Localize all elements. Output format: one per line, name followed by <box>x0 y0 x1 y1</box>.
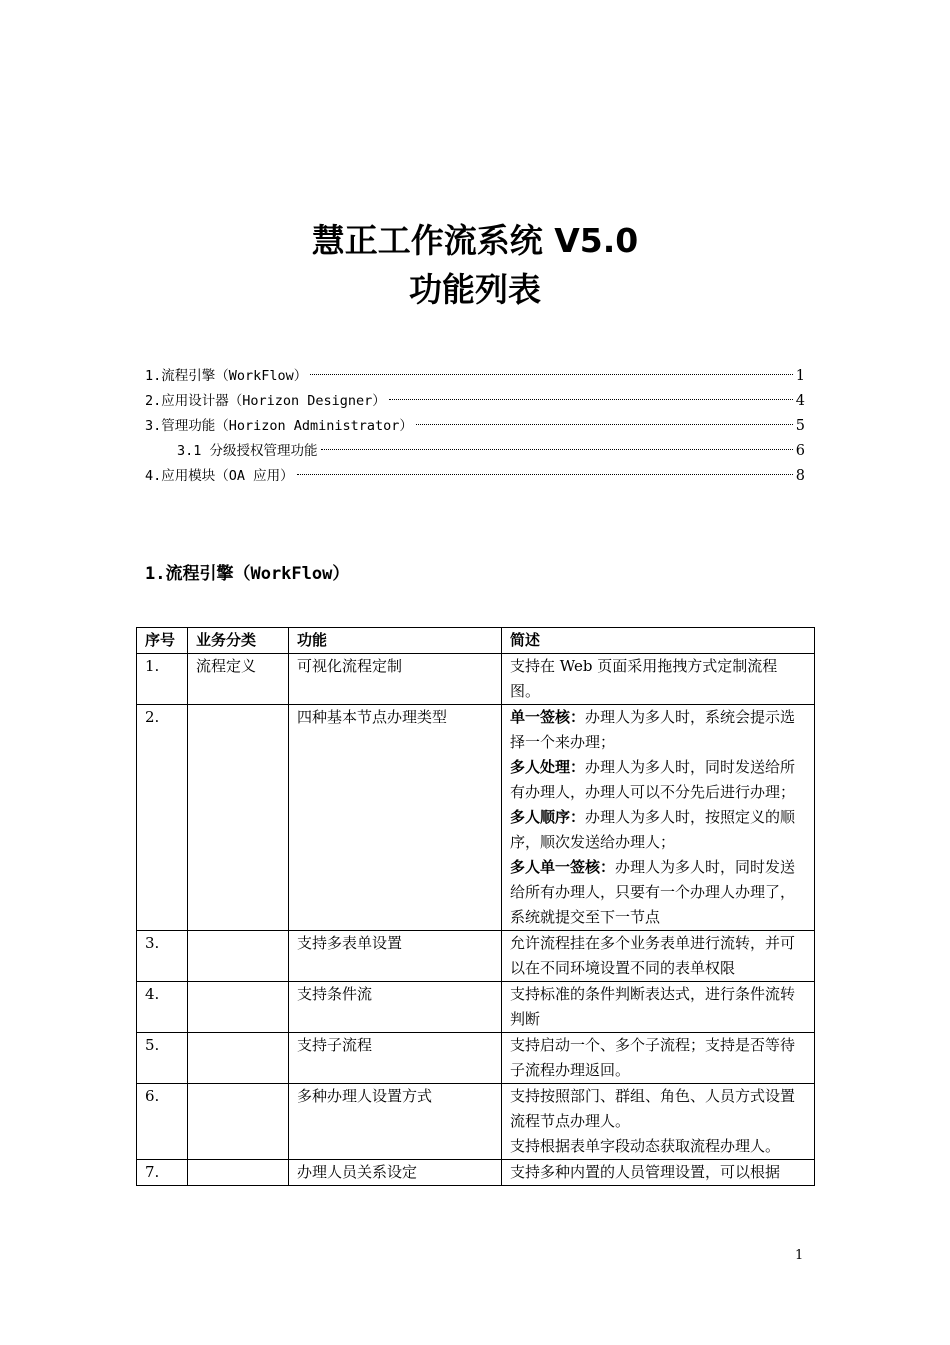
toc-entry[interactable] <box>145 364 805 389</box>
toc-entry-text: 3.管理功能（Horizon Administrator） <box>145 418 413 434</box>
page-number: 1 <box>795 1248 804 1263</box>
table-row <box>137 931 815 982</box>
description-text: 支持多种内置的人员管理设置，可以根据 <box>510 1163 781 1181</box>
cell-function: 可视化流程定制 <box>289 654 502 705</box>
feature-table <box>136 627 815 1186</box>
description-paragraph <box>510 1033 806 1083</box>
cell-no: 4. <box>137 982 188 1033</box>
toc-entry-page: 4 <box>795 393 805 409</box>
toc-leader-dots <box>389 399 793 400</box>
toc-entry[interactable] <box>145 464 805 489</box>
description-label: 多人顺序： <box>510 808 586 826</box>
description-paragraph <box>510 705 806 755</box>
toc-leader-dots <box>321 449 793 450</box>
toc-entry-page: 6 <box>795 443 805 459</box>
cell-function: 四种基本节点办理类型 <box>289 705 502 931</box>
table-row <box>137 705 815 931</box>
cell-description <box>502 982 815 1033</box>
description-text: 支持启动一个、多个子流程；支持是否等待子流程办理返回。 <box>510 1036 796 1079</box>
section-heading: 1.流程引擎（WorkFlow） <box>145 564 350 584</box>
table-row <box>137 1084 815 1160</box>
header-function: 功能 <box>289 628 502 654</box>
cell-category <box>188 705 289 931</box>
description-paragraph <box>510 855 806 930</box>
description-paragraph <box>510 805 806 855</box>
cell-category <box>188 1033 289 1084</box>
cell-category <box>188 931 289 982</box>
toc-leader-dots <box>310 374 792 375</box>
description-text: 办理人为多人时，同时发送给所有办理人，办理人可以不分先后进行办理； <box>510 758 796 801</box>
cell-function: 支持条件流 <box>289 982 502 1033</box>
toc-entry-page: 1 <box>795 368 805 384</box>
cell-no: 2. <box>137 705 188 931</box>
description-paragraph <box>510 755 806 805</box>
toc-leader-dots <box>297 474 793 475</box>
cell-description <box>502 931 815 982</box>
header-category: 业务分类 <box>188 628 289 654</box>
table-row <box>137 982 815 1033</box>
description-text: 办理人为多人时，系统会提示选择一个来办理； <box>510 708 796 751</box>
cell-category <box>188 1084 289 1160</box>
cell-function: 办理人员关系设定 <box>289 1160 502 1186</box>
cell-function: 支持子流程 <box>289 1033 502 1084</box>
table-row <box>137 1033 815 1084</box>
description-label: 单一签核： <box>510 708 586 726</box>
cell-description <box>502 654 815 705</box>
header-no: 序号 <box>137 628 188 654</box>
cell-no: 5. <box>137 1033 188 1084</box>
description-text: 支持标准的条件判断表达式，进行条件流转判断 <box>510 985 796 1028</box>
cell-no: 3. <box>137 931 188 982</box>
description-text: 支持在 Web 页面采用拖拽方式定制流程图。 <box>510 657 778 700</box>
description-label: 多人单一签核： <box>510 858 616 876</box>
description-paragraph <box>510 654 806 704</box>
table-row <box>137 1160 815 1186</box>
document-title: 慧正工作流系统 V5.0 <box>311 221 639 260</box>
cell-category <box>188 1160 289 1186</box>
description-paragraph <box>510 1160 806 1185</box>
table-row <box>137 654 815 705</box>
cell-category: 流程定义 <box>188 654 289 705</box>
description-paragraph <box>510 1134 806 1159</box>
cell-function: 支持多表单设置 <box>289 931 502 982</box>
document-subtitle: 功能列表 <box>409 270 541 309</box>
description-text: 支持根据表单字段动态获取流程办理人。 <box>510 1137 781 1155</box>
toc-entry-text: 1.流程引擎（WorkFlow） <box>145 368 308 384</box>
toc-entry-page: 5 <box>795 418 805 434</box>
description-paragraph <box>510 931 806 981</box>
toc-entry-text: 4.应用模块（OA 应用） <box>145 468 294 484</box>
table-header-row <box>137 628 815 654</box>
toc-entry-text: 2.应用设计器（Horizon Designer） <box>145 393 386 409</box>
description-paragraph <box>510 1084 806 1134</box>
cell-no: 1. <box>137 654 188 705</box>
cell-no: 6. <box>137 1084 188 1160</box>
cell-description <box>502 1033 815 1084</box>
toc-entry-page: 8 <box>795 468 805 484</box>
toc-entry[interactable] <box>145 414 805 439</box>
cell-category <box>188 982 289 1033</box>
table-of-contents <box>145 364 805 489</box>
cell-description <box>502 1084 815 1160</box>
description-label: 多人处理： <box>510 758 586 776</box>
cell-description <box>502 705 815 931</box>
cell-function: 多种办理人设置方式 <box>289 1084 502 1160</box>
toc-leader-dots <box>416 424 793 425</box>
description-text: 允许流程挂在多个业务表单进行流转，并可以在不同环境设置不同的表单权限 <box>510 934 796 977</box>
toc-entry[interactable] <box>145 439 805 464</box>
description-paragraph <box>510 982 806 1032</box>
description-text: 支持按照部门、群组、角色、人员方式设置流程节点办理人。 <box>510 1087 796 1130</box>
cell-description <box>502 1160 815 1186</box>
toc-entry-text: 3.1 分级授权管理功能 <box>177 443 318 459</box>
description-text: 办理人为多人时，按照定义的顺序，顺次发送给办理人； <box>510 808 796 851</box>
toc-entry[interactable] <box>145 389 805 414</box>
description-text: 办理人为多人时，同时发送给所有办理人，只要有一个办理人办理了，系统就提交至下一节点 <box>510 858 796 926</box>
header-description: 简述 <box>502 628 815 654</box>
cell-no: 7. <box>137 1160 188 1186</box>
